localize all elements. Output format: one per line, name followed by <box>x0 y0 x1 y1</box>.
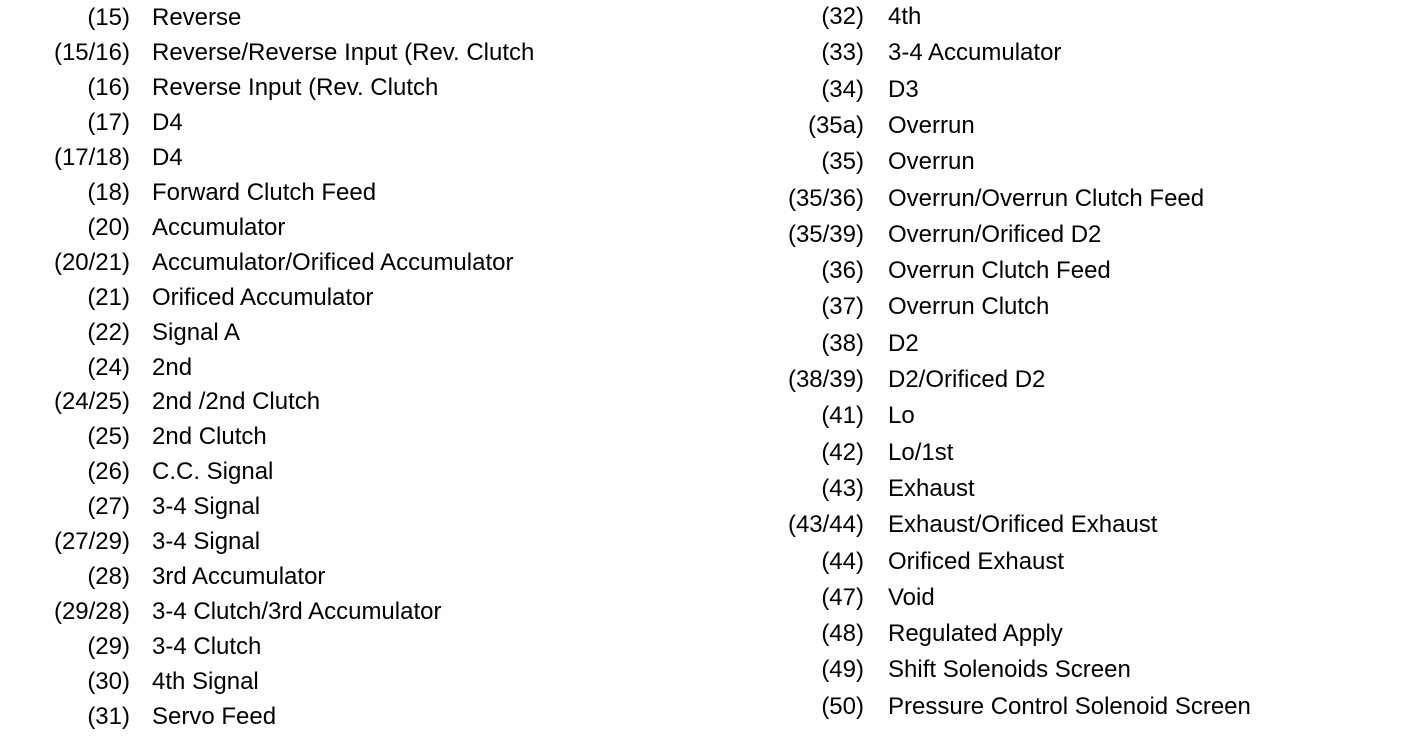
legend-label: 3-4 Accumulator <box>888 39 1062 67</box>
legend-code: (17/18) <box>53 143 130 171</box>
legend-code: (27/29) <box>53 528 130 556</box>
legend-code: (38/39) <box>787 366 864 393</box>
legend-label: Overrun/Overrun Clutch Feed <box>888 184 1205 212</box>
legend-label: Exhaust <box>888 474 975 502</box>
legend-label: Lo <box>888 402 915 430</box>
legend-label: D3 <box>888 75 919 103</box>
legend-label: Overrun <box>888 111 975 139</box>
legend-code: (48) <box>821 620 864 648</box>
legend-label: Reverse/Reverse Input (Rev. Clutch <box>152 38 535 66</box>
legend-label: 2nd <box>152 353 193 381</box>
legend-label: Forward Clutch Feed <box>152 178 377 206</box>
legend-code: (50) <box>821 692 864 720</box>
legend-code: (35a) <box>807 111 864 139</box>
legend-label: 3-4 Signal <box>152 528 261 556</box>
legend-code: (28) <box>87 563 130 591</box>
legend-label: D4 <box>152 108 183 136</box>
legend-label: Overrun Clutch <box>888 293 1050 321</box>
legend-label: Overrun Clutch Feed <box>888 257 1111 285</box>
legend-code: (43) <box>821 474 864 502</box>
legend-code: (15/16) <box>53 38 130 66</box>
legend-label: Accumulator <box>152 213 286 241</box>
legend-label: Servo Feed <box>152 703 277 730</box>
legend-code: (47) <box>821 583 864 611</box>
legend-code: (20/21) <box>53 248 130 276</box>
legend-label: 2nd /2nd Clutch <box>152 388 321 416</box>
legend-label: Pressure Control Solenoid Screen <box>888 692 1251 720</box>
legend-code: (17) <box>87 108 130 136</box>
legend-label: Reverse Input (Rev. Clutch <box>152 73 439 101</box>
legend-code: (32) <box>821 3 864 30</box>
legend-code: (43/44) <box>787 511 864 539</box>
legend-label: Regulated Apply <box>888 620 1063 648</box>
legend-label: Overrun <box>888 148 975 176</box>
legend-label: D2/Orificed D2 <box>888 366 1046 393</box>
legend-code: (44) <box>821 547 864 575</box>
legend-code: (35/39) <box>787 220 864 248</box>
legend-label: C.C. Signal <box>152 458 274 486</box>
legend-label: 2nd Clutch <box>152 423 267 451</box>
legend-code: (42) <box>821 438 864 466</box>
legend-label: Orificed Exhaust <box>888 547 1065 575</box>
legend-label: Reverse <box>152 4 242 31</box>
legend-code: (25) <box>87 423 130 451</box>
legend-code: (36) <box>821 257 864 285</box>
legend-code: (49) <box>821 656 864 684</box>
legend-code: (41) <box>821 402 864 430</box>
legend-label: 3rd Accumulator <box>152 563 326 591</box>
legend-code: (27) <box>87 493 130 521</box>
legend-code: (20) <box>87 213 130 241</box>
legend-code: (37) <box>821 293 864 321</box>
legend-code: (16) <box>87 73 130 101</box>
legend-code: (34) <box>821 75 864 103</box>
legend-code: (33) <box>821 39 864 67</box>
legend-label: 4th <box>888 3 922 30</box>
legend-code: (26) <box>87 458 130 486</box>
legend-code: (30) <box>87 668 130 696</box>
legend-label: Signal A <box>152 318 241 346</box>
legend-code: (21) <box>87 283 130 311</box>
legend-label: D4 <box>152 143 183 171</box>
legend-code: (29) <box>87 633 130 661</box>
legend-label: Orificed Accumulator <box>152 283 374 311</box>
legend-code: (18) <box>87 178 130 206</box>
legend-code: (35) <box>821 148 864 176</box>
legend-label: 3-4 Clutch <box>152 633 262 661</box>
legend-code: (22) <box>87 318 130 346</box>
legend-label: D2 <box>888 329 919 357</box>
legend-code: (29/28) <box>53 598 130 626</box>
legend-code: (38) <box>821 329 864 357</box>
legend-label: Void <box>888 583 935 611</box>
legend-label: Exhaust/Orificed Exhaust <box>888 511 1158 539</box>
legend-label: 4th Signal <box>152 668 259 696</box>
legend-code: (15) <box>87 4 130 31</box>
legend-code: (24) <box>87 353 130 381</box>
legend-code: (35/36) <box>787 184 864 212</box>
legend-label: Shift Solenoids Screen <box>888 656 1131 684</box>
legend-label: Lo/1st <box>888 438 954 466</box>
legend-label: 3-4 Clutch/3rd Accumulator <box>152 598 442 626</box>
legend-code: (31) <box>87 703 130 730</box>
legend-label: 3-4 Signal <box>152 493 261 521</box>
legend-label: Overrun/Orificed D2 <box>888 220 1102 248</box>
legend-label: Accumulator/Orificed Accumulator <box>152 248 514 276</box>
legend-code: (24/25) <box>53 388 130 416</box>
